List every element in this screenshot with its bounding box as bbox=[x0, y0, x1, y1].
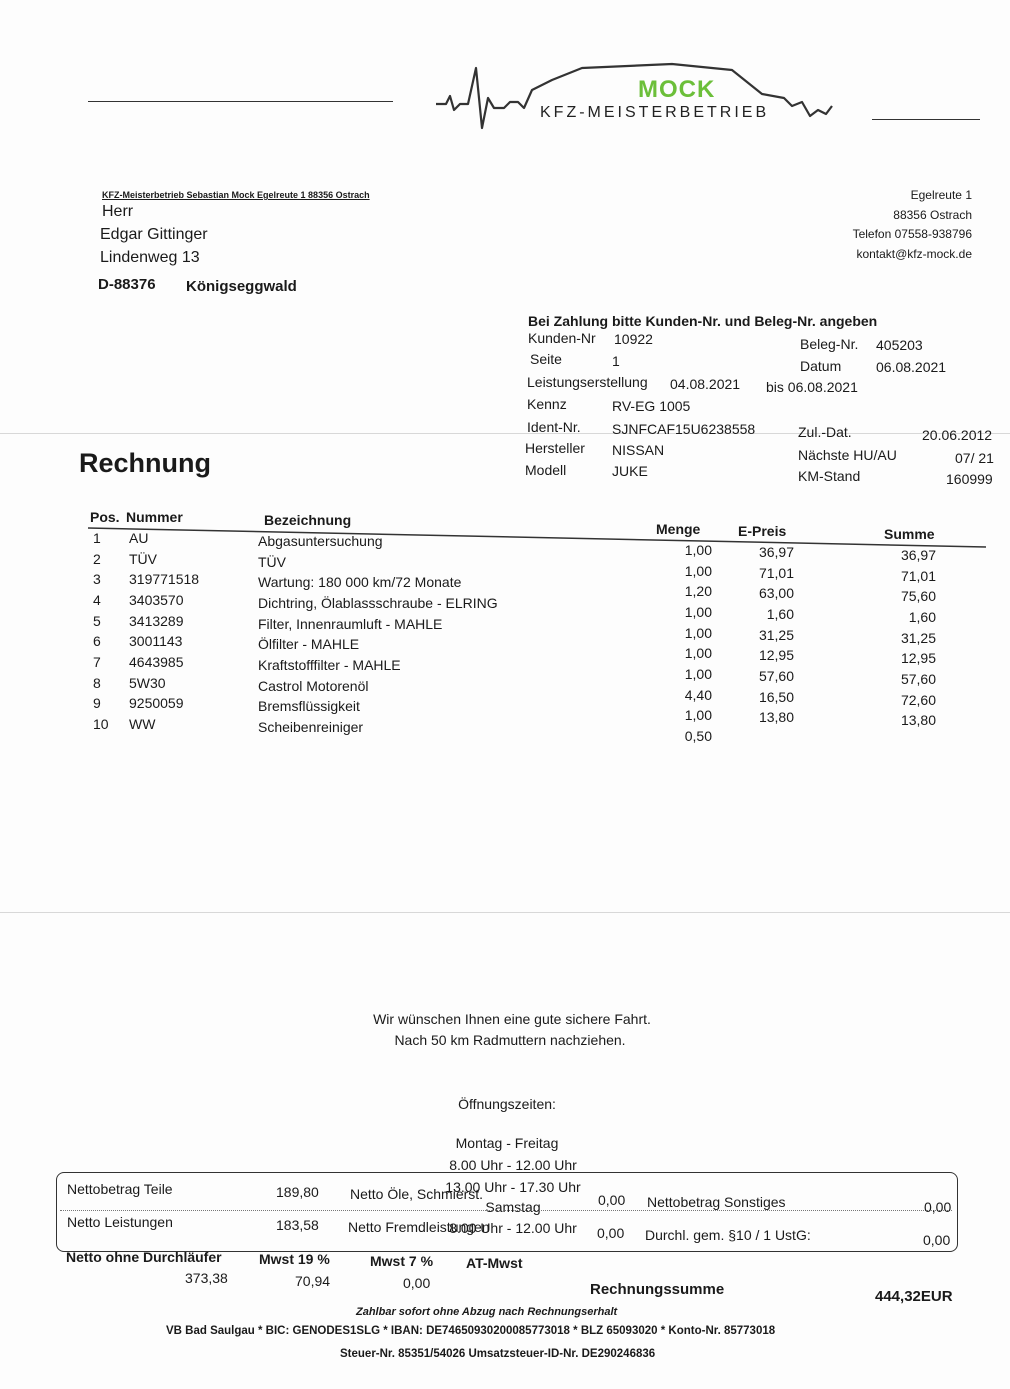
row-summe: 71,01 bbox=[900, 567, 936, 584]
row-epreis: 71,01 bbox=[758, 564, 794, 581]
row-epreis: 16,50 bbox=[758, 688, 794, 705]
row-pos: 5 bbox=[93, 612, 101, 629]
paper-fold bbox=[0, 912, 1010, 913]
kennz-label: Kennz bbox=[527, 396, 567, 412]
netto-fremd-value: 0,00 bbox=[597, 1225, 625, 1241]
row-nummer: 3001143 bbox=[129, 633, 183, 650]
datum-label: Datum bbox=[800, 358, 842, 374]
recipient-name: Edgar Gittinger bbox=[100, 226, 208, 243]
row-nummer: 5W30 bbox=[129, 674, 166, 691]
row-menge: 4,40 bbox=[684, 686, 712, 703]
row-epreis: 63,00 bbox=[758, 585, 794, 602]
netto-fremd-label: Netto Fremdleistungen bbox=[348, 1219, 490, 1235]
col-pos-header: Pos. bbox=[90, 509, 120, 525]
company-email: kontakt@kfz-mock.de bbox=[856, 247, 972, 261]
row-pos: 4 bbox=[93, 592, 101, 608]
netto-ohne-label: Netto ohne Durchläufer bbox=[66, 1249, 222, 1265]
header-rule-left bbox=[88, 101, 393, 102]
hours-saturday: Samstag bbox=[485, 1199, 541, 1215]
totals-box bbox=[56, 1172, 958, 1252]
row-menge: 1,20 bbox=[684, 583, 712, 600]
hours-afternoon: 13.00 Uhr - 17.30 Uhr bbox=[445, 1179, 581, 1195]
netto-teile-value: 189,80 bbox=[276, 1184, 319, 1200]
row-summe: 36,97 bbox=[900, 547, 936, 563]
mwst19-label: Mwst 19 % bbox=[259, 1251, 330, 1267]
modell-value: JUKE bbox=[612, 463, 648, 479]
bank-details: VB Bad Saulgau * BIC: GENODES1SLG * IBAN: DE74650930200085773018 * BLZ 65093020 * Konto-Nr. 85773018 bbox=[166, 1325, 776, 1337]
paper-fold bbox=[0, 433, 1010, 434]
netto-sonst-label: Nettobetrag Sonstiges bbox=[647, 1194, 786, 1210]
hu-value: 07/ 21 bbox=[955, 450, 994, 466]
rechnungssumme-value: 444,32EUR bbox=[875, 1288, 953, 1305]
zul-label: Zul.-Dat. bbox=[798, 424, 852, 440]
beleg-value: 405203 bbox=[876, 337, 923, 353]
row-menge: 1,00 bbox=[684, 645, 712, 662]
seite-label: Seite bbox=[530, 351, 562, 367]
mwst7-label: Mwst 7 % bbox=[370, 1253, 434, 1269]
brand-name: MOCK bbox=[638, 76, 716, 103]
row-pos: 1 bbox=[93, 530, 101, 546]
row-summe: 31,25 bbox=[900, 629, 936, 646]
car-heartbeat-logo-icon bbox=[432, 58, 842, 138]
company-city: 88356 Ostrach bbox=[893, 208, 972, 222]
seite-value: 1 bbox=[612, 353, 620, 369]
leistung-to: bis 06.08.2021 bbox=[766, 379, 858, 395]
row-bezeichnung: Wartung: 180 000 km/72 Monate bbox=[258, 574, 462, 591]
row-pos: 10 bbox=[93, 715, 109, 732]
km-value: 160999 bbox=[946, 471, 993, 487]
row-epreis: 36,97 bbox=[758, 544, 794, 560]
modell-label: Modell bbox=[525, 462, 567, 478]
beleg-label: Beleg-Nr. bbox=[800, 336, 859, 352]
ident-label: Ident-Nr. bbox=[527, 419, 581, 435]
row-menge: 1,00 bbox=[684, 542, 712, 558]
kunden-label: Kunden-Nr bbox=[528, 330, 596, 346]
row-summe: 75,60 bbox=[900, 588, 936, 605]
col-bezeichnung-header: Bezeichnung bbox=[264, 512, 352, 528]
kunden-value: 10922 bbox=[614, 331, 653, 347]
netto-leist-value: 183,58 bbox=[276, 1217, 319, 1233]
netto-teile-label: Nettobetrag Teile bbox=[67, 1181, 173, 1197]
tax-details: Steuer-Nr. 85351/54026 Umsatzsteuer-ID-Nr. DE290246836 bbox=[340, 1348, 656, 1360]
durchl-label: Durchl. gem. §10 / 1 UstG: bbox=[645, 1227, 811, 1243]
farewell-line1: Wir wünschen Ihnen eine gute sichere Fahrt. bbox=[373, 1011, 651, 1027]
row-epreis: 13,80 bbox=[758, 709, 794, 726]
hersteller-value: NISSAN bbox=[612, 442, 665, 458]
rechnungssumme-label: Rechnungssumme bbox=[590, 1281, 725, 1298]
ident-value: SJNFCAF15U6238558 bbox=[612, 421, 756, 437]
col-nummer-header: Nummer bbox=[126, 509, 183, 525]
brand-subtitle: KFZ-MEISTERBETRIEB bbox=[540, 104, 770, 121]
row-epreis: 31,25 bbox=[758, 626, 794, 643]
durchl-value: 0,00 bbox=[923, 1232, 951, 1248]
row-nummer: TÜV bbox=[129, 550, 157, 567]
row-summe: 12,95 bbox=[900, 650, 936, 667]
row-bezeichnung: Bremsflüssigkeit bbox=[258, 698, 360, 715]
mwst7-value: 0,00 bbox=[403, 1275, 431, 1291]
row-menge: 1,00 bbox=[684, 665, 712, 682]
row-pos: 6 bbox=[93, 633, 101, 650]
col-menge-header: Menge bbox=[656, 521, 701, 537]
row-bezeichnung: Dichtring, Ölablassschraube - ELRING bbox=[258, 594, 498, 611]
leistung-from: 04.08.2021 bbox=[670, 376, 741, 392]
company-street: Egelreute 1 bbox=[910, 188, 972, 202]
row-pos: 9 bbox=[93, 695, 101, 712]
payment-note: Bei Zahlung bitte Kunden-Nr. und Beleg-Nr. angeben bbox=[528, 313, 878, 329]
row-summe: 1,60 bbox=[908, 608, 936, 625]
zul-value: 20.06.2012 bbox=[922, 427, 993, 443]
header-rule-right bbox=[872, 119, 980, 120]
netto-leist-label: Netto Leistungen bbox=[67, 1214, 173, 1230]
row-nummer: 319771518 bbox=[129, 571, 200, 588]
datum-value: 06.08.2021 bbox=[876, 359, 947, 375]
mwst19-value: 70,94 bbox=[295, 1273, 331, 1289]
hours-morning: 8.00 Uhr - 12.00 Uhr bbox=[449, 1157, 577, 1173]
row-summe: 72,60 bbox=[900, 691, 936, 708]
document-title: Rechnung bbox=[79, 448, 211, 478]
row-epreis: 12,95 bbox=[758, 647, 794, 664]
farewell-line2: Nach 50 km Radmuttern nachziehen. bbox=[394, 1032, 626, 1048]
hours-saturday-time: 8.00 Uhr - 12.00 Uhr bbox=[449, 1220, 577, 1236]
company-phone: Telefon 07558-938796 bbox=[852, 227, 972, 241]
row-epreis: 57,60 bbox=[758, 667, 794, 684]
km-label: KM-Stand bbox=[798, 468, 861, 484]
row-summe: 13,80 bbox=[900, 712, 936, 729]
leistung-label: Leistungserstellung bbox=[527, 374, 648, 390]
hours-weekdays: Montag - Freitag bbox=[455, 1135, 559, 1151]
kennz-value: RV-EG 1005 bbox=[612, 398, 691, 414]
col-summe-header: Summe bbox=[884, 526, 935, 542]
row-nummer: AU bbox=[129, 530, 149, 546]
recipient-city: Königseggwald bbox=[186, 278, 297, 295]
hersteller-label: Hersteller bbox=[525, 440, 585, 456]
row-menge: 1,00 bbox=[684, 707, 712, 724]
row-pos: 7 bbox=[93, 654, 101, 670]
recipient-street: Lindenweg 13 bbox=[100, 249, 200, 266]
row-menge: 1,00 bbox=[684, 603, 712, 620]
row-pos: 3 bbox=[93, 571, 101, 588]
netto-sonst-value: 0,00 bbox=[924, 1199, 952, 1215]
row-nummer: 3403570 bbox=[129, 592, 184, 608]
row-bezeichnung: TÜV bbox=[258, 553, 286, 570]
netto-oele-label: Netto Öle, Schmierst. bbox=[350, 1186, 484, 1202]
payment-terms: Zahlbar sofort ohne Abzug nach Rechnungserhalt bbox=[356, 1306, 618, 1318]
col-epreis-header: E-Preis bbox=[738, 523, 787, 539]
row-summe: 57,60 bbox=[900, 670, 936, 687]
netto-ohne-value: 373,38 bbox=[185, 1270, 228, 1286]
row-pos: 8 bbox=[93, 674, 101, 691]
row-menge: 1,00 bbox=[684, 562, 712, 579]
row-bezeichnung: Abgasuntersuchung bbox=[258, 533, 383, 549]
row-menge: 0,50 bbox=[684, 727, 712, 744]
row-nummer: 4643985 bbox=[129, 654, 184, 670]
row-nummer: 9250059 bbox=[129, 695, 184, 712]
netto-oele-value: 0,00 bbox=[598, 1192, 626, 1208]
row-bezeichnung: Filter, Innenraumluft - MAHLE bbox=[258, 615, 443, 632]
row-bezeichnung: Castrol Motorenöl bbox=[258, 677, 369, 694]
at-mwst-label: AT-Mwst bbox=[466, 1255, 523, 1271]
sender-line: KFZ-Meisterbetrieb Sebastian Mock Egelreute 1 88356 Ostrach bbox=[102, 190, 370, 200]
row-menge: 1,00 bbox=[684, 624, 712, 641]
row-bezeichnung: Scheibenreiniger bbox=[258, 718, 364, 735]
row-bezeichnung: Kraftstofffilter - MAHLE bbox=[258, 656, 401, 673]
recipient-zip: D-88376 bbox=[98, 276, 156, 293]
hu-label: Nächste HU/AU bbox=[798, 447, 897, 463]
row-epreis: 1,60 bbox=[766, 605, 794, 622]
row-nummer: WW bbox=[129, 715, 156, 732]
row-pos: 2 bbox=[93, 550, 101, 567]
row-nummer: 3413289 bbox=[129, 612, 184, 629]
row-bezeichnung: Ölfilter - MAHLE bbox=[258, 636, 360, 653]
hours-title: Öffnungszeiten: bbox=[458, 1096, 556, 1112]
totals-divider bbox=[60, 1210, 952, 1211]
recipient-salutation: Herr bbox=[102, 203, 134, 220]
